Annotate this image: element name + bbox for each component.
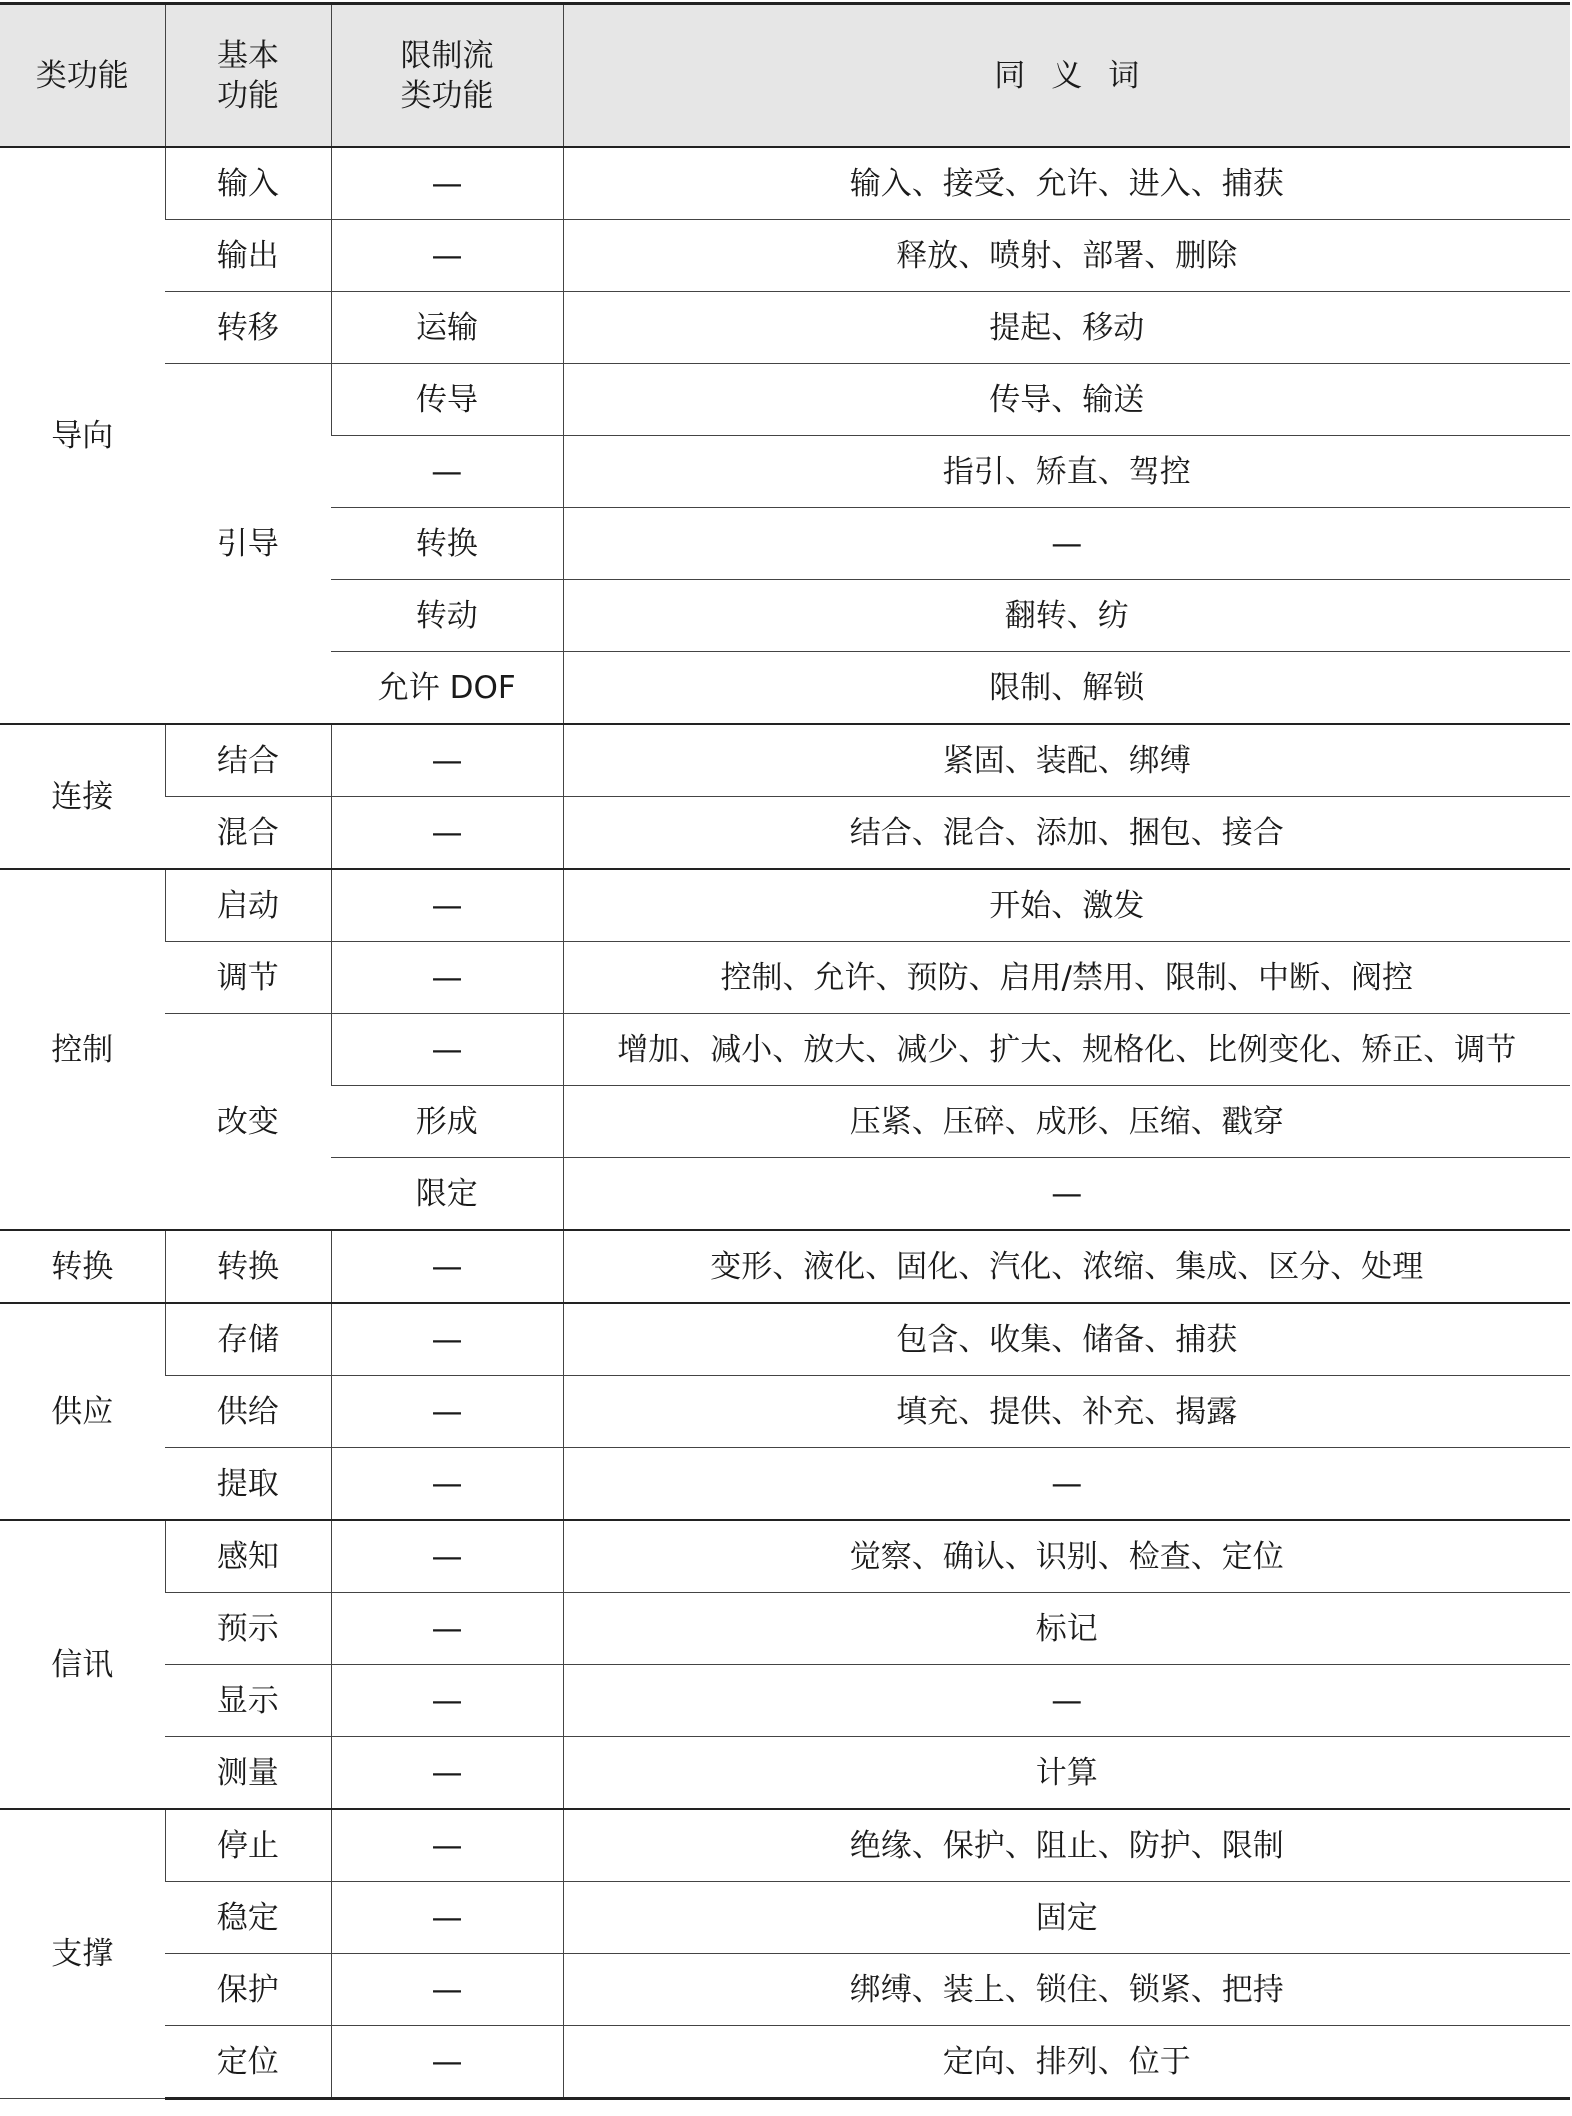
- flow-function-cell: —: [331, 2026, 563, 2099]
- synonyms-cell: 定向、排列、位于: [563, 2026, 1570, 2099]
- flow-function-cell: —: [331, 1303, 563, 1376]
- category-cell: 连接: [0, 724, 165, 869]
- flow-function-cell: —: [331, 869, 563, 942]
- flow-function-cell: —: [331, 1448, 563, 1521]
- flow-function-cell: 传导: [331, 364, 563, 436]
- flow-function-cell: —: [331, 942, 563, 1014]
- table-row: [0, 942, 1570, 1014]
- basic-function-cell: 转换: [165, 1230, 331, 1303]
- flow-function-cell: —: [331, 1376, 563, 1448]
- category-cell: 控制: [0, 869, 165, 1230]
- table-row: [0, 147, 1570, 220]
- synonyms-cell: 绑缚、装上、锁住、锁紧、把持: [563, 1954, 1570, 2026]
- flow-function-cell: —: [331, 1014, 563, 1086]
- table-row: [0, 1520, 1570, 1593]
- basic-function-cell: 输入: [165, 147, 331, 220]
- basic-function-cell: 混合: [165, 797, 331, 870]
- category-cell: 供应: [0, 1303, 165, 1520]
- synonyms-cell: 紧固、装配、绑缚: [563, 724, 1570, 797]
- flow-function-cell: —: [331, 724, 563, 797]
- table-row: [0, 364, 1570, 436]
- header-basic-function: 基本 功能: [165, 4, 331, 148]
- flow-function-cell: —: [331, 1737, 563, 1810]
- synonyms-cell: 填充、提供、补充、揭露: [563, 1376, 1570, 1448]
- basic-function-cell: 定位: [165, 2026, 331, 2099]
- basic-function-cell: 稳定: [165, 1882, 331, 1954]
- table-row: [0, 2026, 1570, 2099]
- basic-function-cell: 显示: [165, 1665, 331, 1737]
- flow-function-cell: —: [331, 220, 563, 292]
- synonyms-cell: 提起、移动: [563, 292, 1570, 364]
- synonyms-cell: 传导、输送: [563, 364, 1570, 436]
- category-cell: 转换: [0, 1230, 165, 1303]
- basic-function-cell: 调节: [165, 942, 331, 1014]
- category-cell: 信讯: [0, 1520, 165, 1809]
- header-row: [0, 4, 1570, 148]
- basic-function-cell: 结合: [165, 724, 331, 797]
- basic-function-cell: 测量: [165, 1737, 331, 1810]
- synonyms-cell: 翻转、纺: [563, 580, 1570, 652]
- flow-function-cell: —: [331, 797, 563, 870]
- synonyms-cell: 计算: [563, 1737, 1570, 1810]
- basic-function-cell: 引导: [165, 364, 331, 725]
- table-row: [0, 1882, 1570, 1954]
- table-row: [0, 292, 1570, 364]
- function-synonym-table: [0, 2, 1570, 2100]
- basic-function-cell: 存储: [165, 1303, 331, 1376]
- table-row: [0, 1809, 1570, 1882]
- flow-function-cell: 形成: [331, 1086, 563, 1158]
- synonyms-cell: 压紧、压碎、成形、压缩、戳穿: [563, 1086, 1570, 1158]
- flow-function-cell: —: [331, 1230, 563, 1303]
- flow-function-cell: —: [331, 1882, 563, 1954]
- header-category: 类功能: [0, 4, 165, 148]
- synonyms-cell: 输入、接受、允许、进入、捕获: [563, 147, 1570, 220]
- synonyms-cell: —: [563, 1158, 1570, 1231]
- table-row: [0, 797, 1570, 870]
- synonyms-cell: 开始、激发: [563, 869, 1570, 942]
- synonyms-cell: 固定: [563, 1882, 1570, 1954]
- table-row: [0, 869, 1570, 942]
- synonyms-cell: 限制、解锁: [563, 652, 1570, 725]
- synonyms-cell: 结合、混合、添加、捆包、接合: [563, 797, 1570, 870]
- basic-function-cell: 停止: [165, 1809, 331, 1882]
- table-row: [0, 1737, 1570, 1810]
- flow-function-cell: 运输: [331, 292, 563, 364]
- flow-function-cell: —: [331, 1665, 563, 1737]
- table-row: [0, 1303, 1570, 1376]
- flow-function-cell: 允许 DOF: [331, 652, 563, 725]
- table-row: [0, 1448, 1570, 1521]
- synonyms-cell: 觉察、确认、识别、检查、定位: [563, 1520, 1570, 1593]
- synonyms-cell: —: [563, 1665, 1570, 1737]
- table-row: [0, 220, 1570, 292]
- table-row: [0, 1376, 1570, 1448]
- table-row: [0, 1593, 1570, 1665]
- basic-function-cell: 感知: [165, 1520, 331, 1593]
- flow-function-cell: —: [331, 1593, 563, 1665]
- flow-function-cell: —: [331, 1520, 563, 1593]
- category-cell: 支撑: [0, 1809, 165, 2099]
- table-row: [0, 724, 1570, 797]
- basic-function-cell: 保护: [165, 1954, 331, 2026]
- basic-function-cell: 转移: [165, 292, 331, 364]
- flow-function-cell: —: [331, 147, 563, 220]
- basic-function-cell: 输出: [165, 220, 331, 292]
- category-cell: 导向: [0, 147, 165, 724]
- table-row: [0, 1014, 1570, 1086]
- table-row: [0, 1954, 1570, 2026]
- synonyms-cell: 控制、允许、预防、启用/禁用、限制、中断、阀控: [563, 942, 1570, 1014]
- synonyms-cell: —: [563, 1448, 1570, 1521]
- basic-function-cell: 预示: [165, 1593, 331, 1665]
- table-row: [0, 1665, 1570, 1737]
- synonyms-cell: 包含、收集、储备、捕获: [563, 1303, 1570, 1376]
- flow-function-cell: 转换: [331, 508, 563, 580]
- synonyms-cell: 释放、喷射、部署、删除: [563, 220, 1570, 292]
- basic-function-cell: 启动: [165, 869, 331, 942]
- flow-function-cell: —: [331, 1809, 563, 1882]
- flow-function-cell: 转动: [331, 580, 563, 652]
- synonyms-cell: 增加、减小、放大、减少、扩大、规格化、比例变化、矫正、调节: [563, 1014, 1570, 1086]
- table-header: [0, 4, 1570, 148]
- header-flow-function: 限制流 类功能: [331, 4, 563, 148]
- flow-function-cell: —: [331, 1954, 563, 2026]
- basic-function-cell: 供给: [165, 1376, 331, 1448]
- flow-function-cell: —: [331, 436, 563, 508]
- basic-function-cell: 提取: [165, 1448, 331, 1521]
- basic-function-cell: 改变: [165, 1014, 331, 1231]
- synonyms-cell: 变形、液化、固化、汽化、浓缩、集成、区分、处理: [563, 1230, 1570, 1303]
- flow-function-cell: 限定: [331, 1158, 563, 1231]
- synonyms-cell: 指引、矫直、驾控: [563, 436, 1570, 508]
- synonyms-cell: 绝缘、保护、阻止、防护、限制: [563, 1809, 1570, 1882]
- header-synonyms: 同义词: [563, 4, 1570, 148]
- synonyms-cell: —: [563, 508, 1570, 580]
- synonyms-cell: 标记: [563, 1593, 1570, 1665]
- table-row: [0, 1230, 1570, 1303]
